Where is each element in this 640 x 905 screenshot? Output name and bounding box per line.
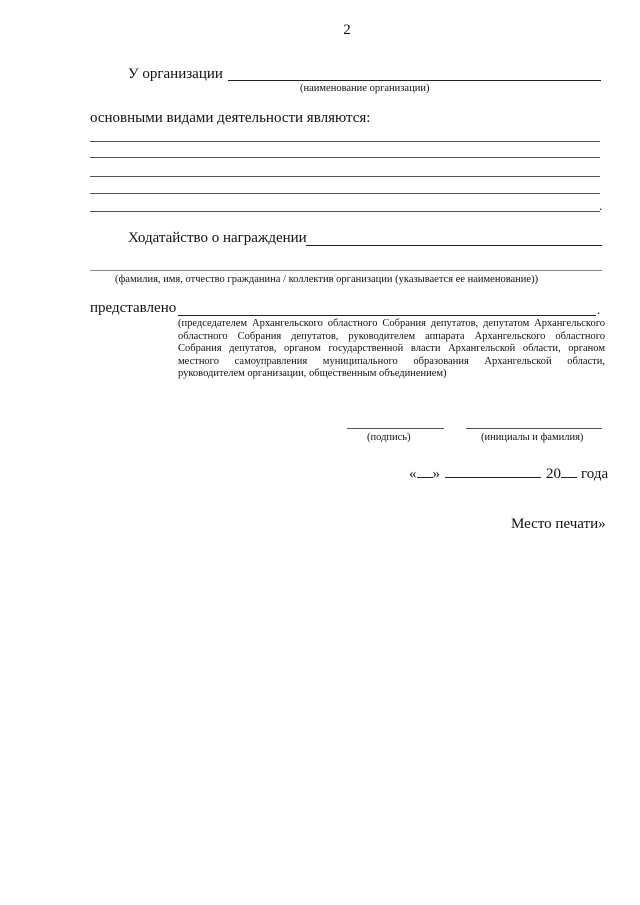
activities-line[interactable] [90, 141, 600, 142]
date-row [409, 465, 608, 483]
presented-by-field[interactable] [178, 315, 596, 316]
petition-caption: (фамилия, имя, отчество гражданина / коллектив организации (указывается ее наименование)) [115, 274, 539, 285]
date-close-quote: » [432, 466, 440, 482]
presented-end-mark: . [597, 302, 601, 317]
initials-name-caption: (инициалы и фамилия) [481, 432, 584, 443]
organization-name-field[interactable] [228, 80, 601, 81]
date-day-field[interactable] [417, 465, 433, 478]
activities-line[interactable] [90, 193, 600, 194]
date-month-field[interactable] [445, 465, 541, 478]
presented-label: представлено [90, 300, 177, 316]
page-number: 2 [343, 22, 351, 38]
organization-caption: (наименование организации) [300, 83, 430, 94]
activities-line[interactable] [90, 157, 600, 158]
stamp-label: Место печати» [511, 516, 606, 532]
date-year-prefix: 20 [546, 466, 561, 482]
activities-label: основными видами деятельности являются: [90, 110, 371, 126]
presented-caption: (председателем Архангельского областного Собрания депутатов, депутатом Архангельского областного Собрания депутатов, руководителем аппарата Архангельского областного Собрания депутатов, органом государственной власти Архангельской области, органом местного самоуправления муниципального образования Архангельской области, руководителем организации, общественным объединением) [178, 318, 605, 380]
petition-name-field[interactable] [306, 245, 602, 246]
activities-end-mark: . [599, 198, 603, 213]
date-year-suffix: года [581, 466, 609, 482]
signature-caption: (подпись) [367, 432, 411, 443]
signature-field[interactable] [347, 428, 444, 429]
initials-name-field[interactable] [466, 428, 602, 429]
petition-name-field-continuation[interactable] [90, 270, 602, 271]
organization-label: У организации [128, 66, 223, 82]
date-open-quote: « [409, 466, 417, 482]
date-year-field[interactable] [561, 465, 577, 478]
petition-label: Ходатайство о награждении [128, 230, 307, 246]
activities-line[interactable] [90, 176, 600, 177]
activities-line[interactable] [90, 211, 600, 212]
